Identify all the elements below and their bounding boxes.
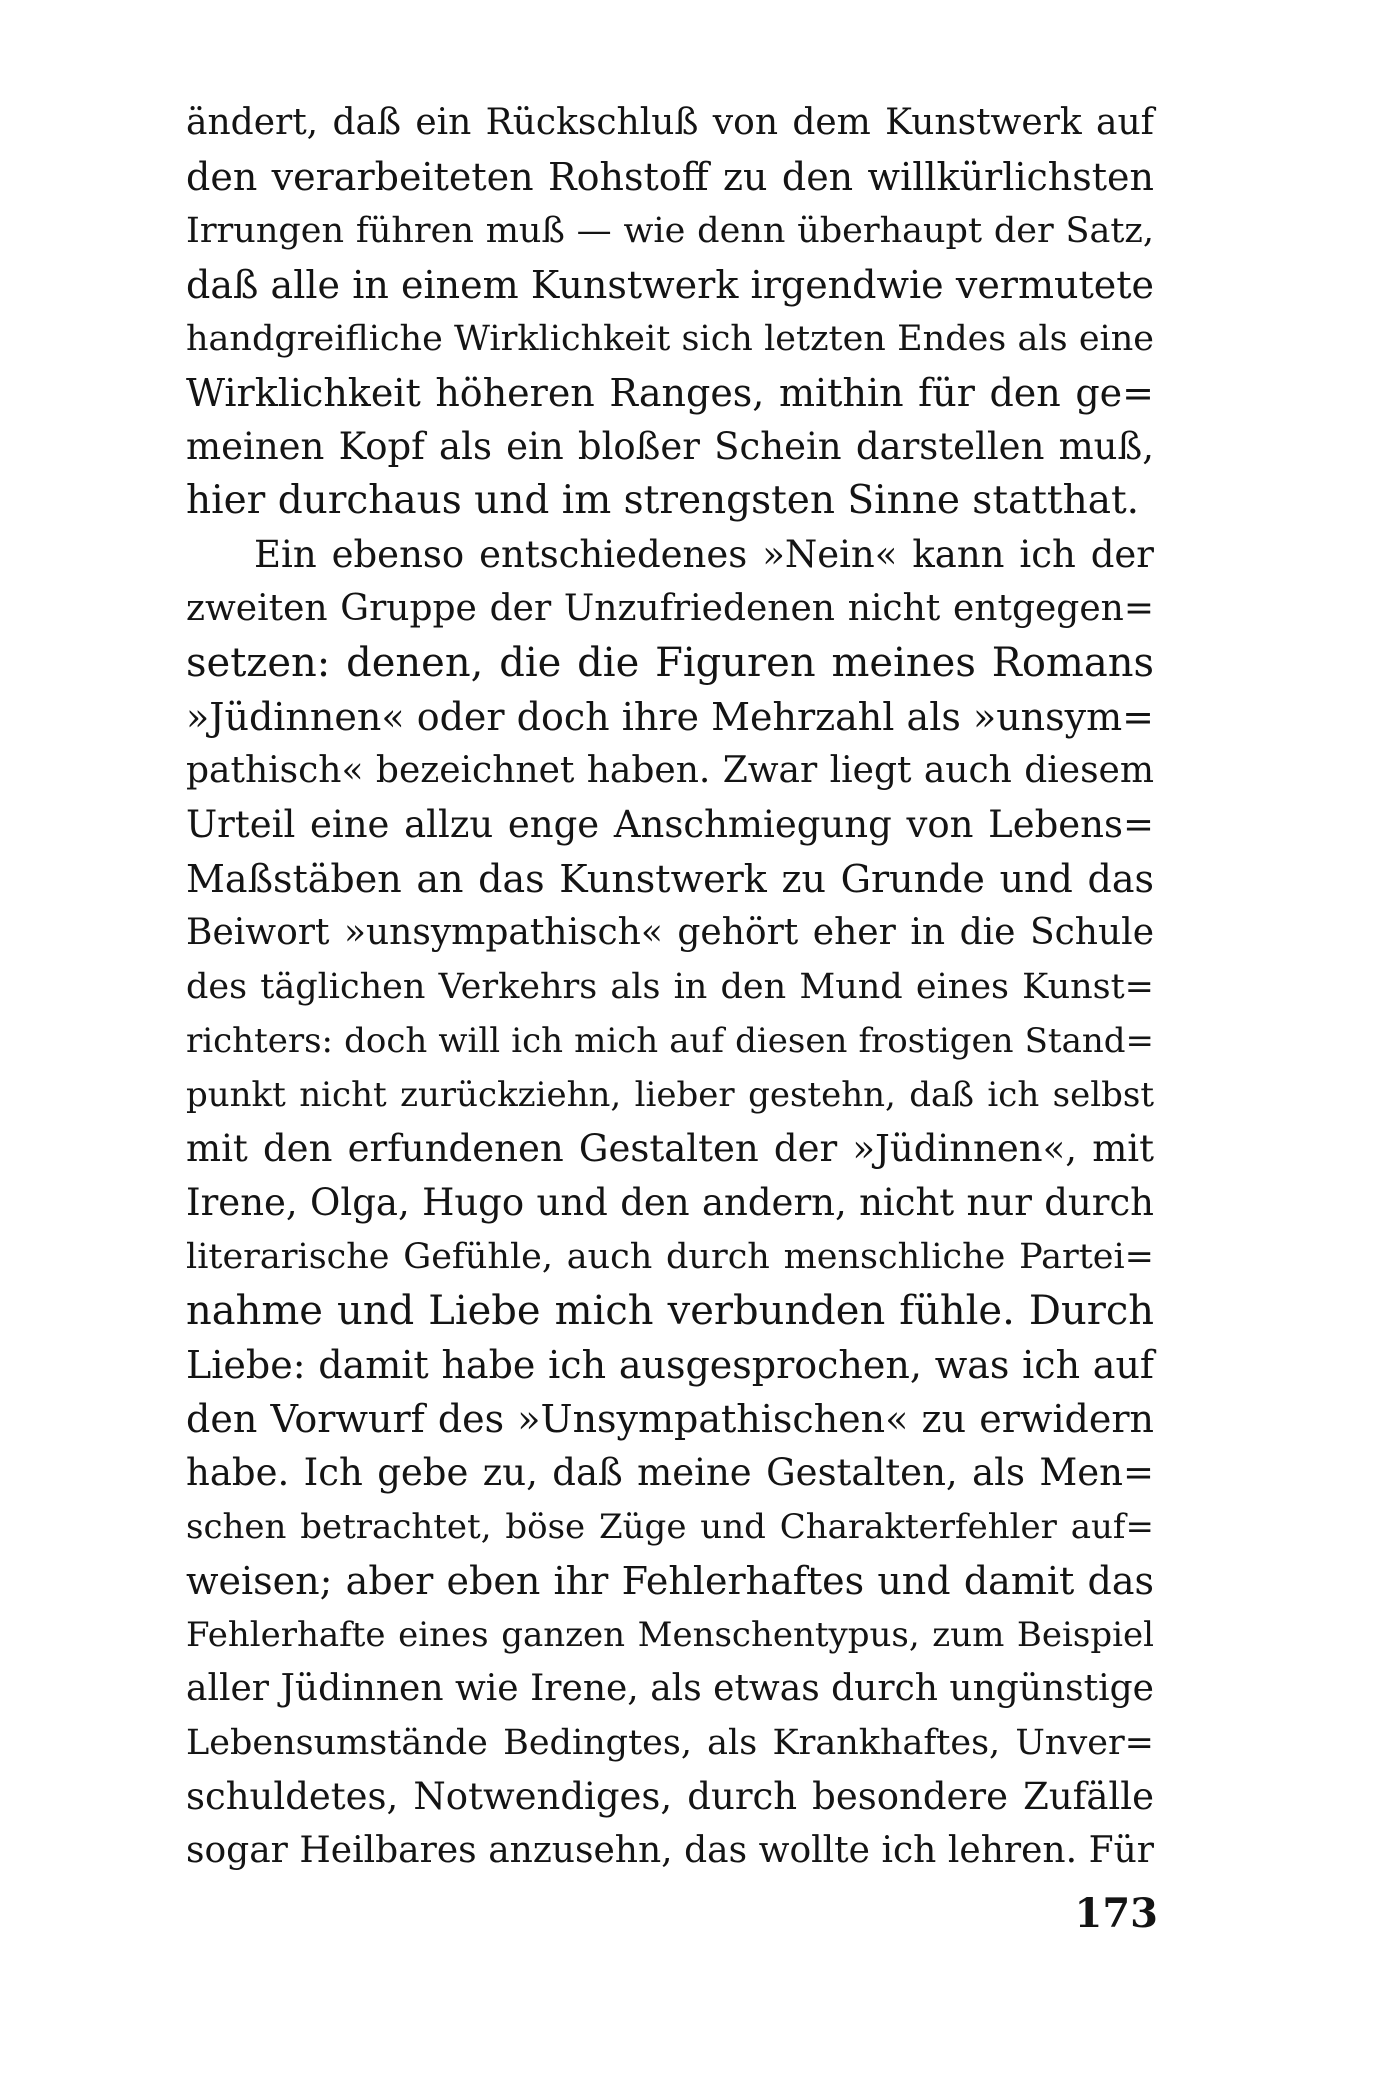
text-line: zweiten Gruppe der Unzufriedenen nicht entgegen= <box>186 588 1154 629</box>
text-line: daß alle in einem Kunstwerk irgendwie vermutete <box>186 263 1154 307</box>
paragraph-2 <box>186 528 1154 1878</box>
text-line: nahme und Liebe mich verbunden fühle. Durch <box>186 1288 1154 1334</box>
text-line: hier durchaus und im strengsten Sinne statthat. <box>186 478 1140 523</box>
text-line: Liebe: damit habe ich ausgesprochen, was ich auf <box>186 1343 1154 1387</box>
text-line: setzen: denen, die die Figuren meines Romans <box>186 640 1154 686</box>
text-line: Maßstäben an das Kunstwerk zu Grunde und das <box>186 857 1154 901</box>
paragraph-1 <box>186 96 1154 528</box>
text-line: sogar Heilbares anzusehn, das wollte ich lehren. Für <box>186 1830 1154 1871</box>
text-line: des täglichen Verkehrs als in den Mund eines Kunst= <box>186 967 1154 1007</box>
text-line: schuldetes, Notwendiges, durch besondere Zufälle <box>186 1775 1154 1818</box>
text-line: ändert, daß ein Rückschluß von dem Kunstwerk auf <box>186 102 1154 143</box>
text-line: aller Jüdinnen wie Irene, als etwas durch ungünstige <box>186 1668 1154 1709</box>
text-line: mit den erfundenen Gestalten der »Jüdinnen«, mit <box>186 1127 1154 1170</box>
body-text <box>186 96 1154 1878</box>
text-line: »Jüdinnen« oder doch ihre Mehrzahl als »unsym= <box>186 695 1154 739</box>
text-line: Irrungen führen muß — wie denn überhaupt der Satz, <box>186 211 1154 251</box>
text-line: weisen; aber eben ihr Fehlerhaftes und damit das <box>186 1559 1154 1603</box>
text-line: Fehlerhafte eines ganzen Menschentypus, zum Beispiel <box>186 1615 1154 1655</box>
text-line: Lebensumstände Bedingtes, als Krankhaftes, Unver= <box>186 1723 1154 1763</box>
text-line: handgreifliche Wirklichkeit sich letzten Endes als eine <box>186 319 1154 359</box>
text-line: richters: doch will ich mich auf diesen frostigen Stand= <box>186 1021 1154 1061</box>
text-line: den Vorwurf des »Unsympathischen« zu erwidern <box>186 1397 1154 1441</box>
text-line: literarische Gefühle, auch durch menschliche Partei= <box>186 1237 1154 1277</box>
text-line: Ein ebenso entschiedenes »Nein« kann ich der <box>254 533 1154 576</box>
text-line: Urteil eine allzu enge Anschmiegung von Lebens= <box>186 803 1154 846</box>
text-line: pathisch« bezeichnet haben. Zwar liegt auch diesem <box>186 750 1154 791</box>
text-line: Irene, Olga, Hugo und den andern, nicht nur durch <box>186 1181 1154 1224</box>
text-line: meinen Kopf als ein bloßer Schein darstellen muß, <box>186 425 1154 468</box>
text-line: habe. Ich gebe zu, daß meine Gestalten, als Men= <box>186 1451 1154 1494</box>
text-line: Beiwort »unsympathisch« gehört eher in die Schule <box>186 912 1154 953</box>
text-line: Wirklichkeit höheren Ranges, mithin für den ge= <box>186 371 1154 415</box>
text-line: schen betrachtet, böse Züge und Charakterfehler auf= <box>186 1507 1154 1547</box>
text-line: punkt nicht zurückziehn, lieber gestehn, daß ich selbst <box>186 1075 1154 1115</box>
text-line: den verarbeiteten Rohstoff zu den willkürlichsten <box>186 155 1154 199</box>
page-number: 173 <box>1074 1890 1158 1937</box>
